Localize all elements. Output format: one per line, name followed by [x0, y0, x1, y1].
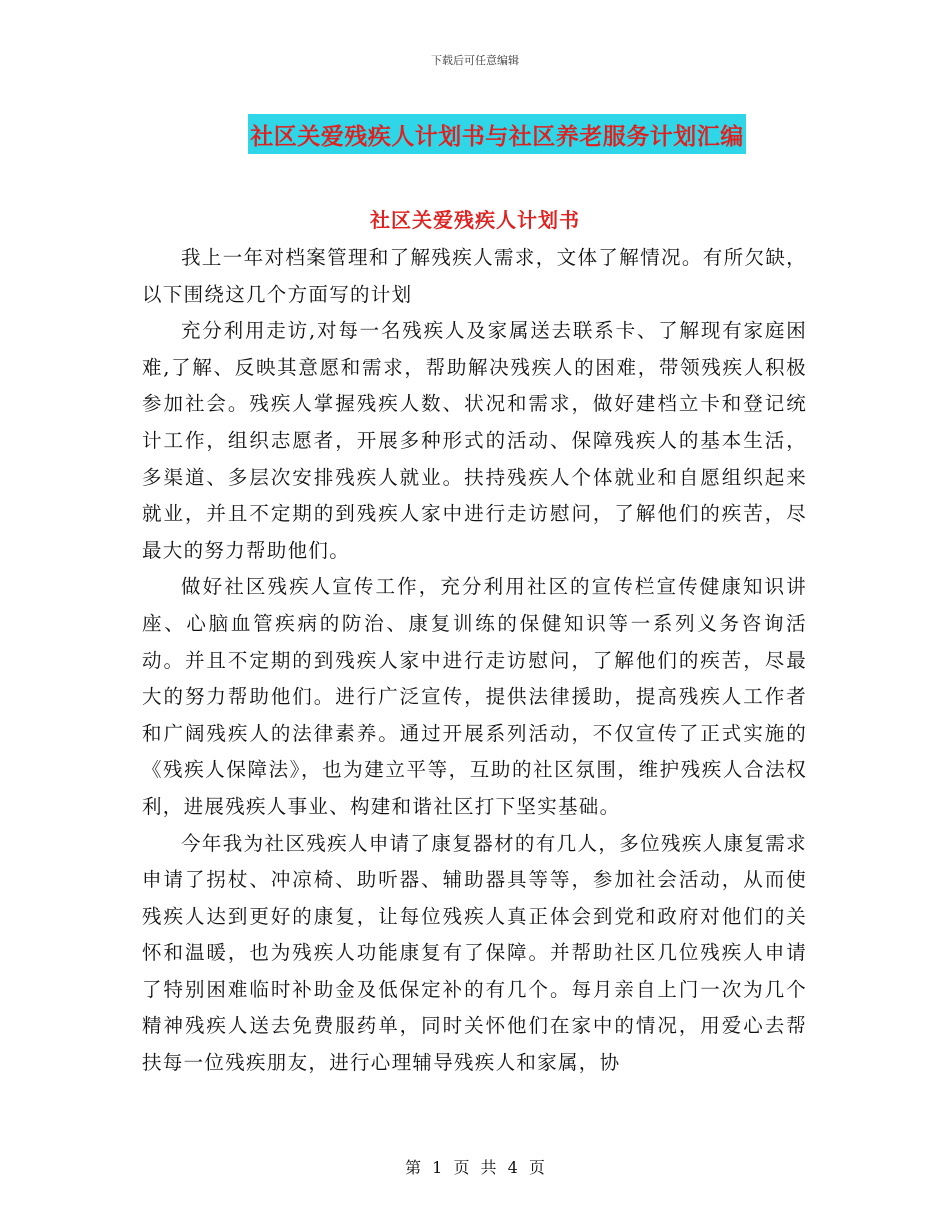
page-footer: 第 1 页 共 4 页	[405, 1158, 545, 1177]
paragraph-2: 充分利用走访,对每一名残疾人及家属送去联系卡、了解现有家庭困难,了解、反映其意愿和需求，帮助解决残疾人的困难，带领残疾人积极参加社会。残疾人掌握残疾人数、状况和需求，做好建档立卡和登记统计工作，组织志愿者，开展多种形式的活动、保障残疾人的基本生活，多渠道、多层次安排残疾人就业。扶持残疾人个体就业和自愿组织起来就业，并且不定期的到残疾人家中进行走访慰问，了解他们的疾苦，尽最大的努力帮助他们。	[142, 319, 807, 562]
paragraph-4: 今年我为社区残疾人申请了康复器材的有几人，多位残疾人康复需求申请了拐杖、冲凉椅、助听器、辅助器具等等，参加社会活动，从而使残疾人达到更好的康复，让每位残疾人真正体会到党和政府对他们的关怀和温暖，也为残疾人功能康复有了保障。并帮助社区几位残疾人申请了特别困难临时补助金及低保定补的有几个。每月亲自上门一次为几个精神残疾人送去免费服药单，同时关怀他们在家中的情况，用爱心去帮扶每一位残疾朋友，进行心理辅导残疾人和家属，协	[142, 831, 807, 1075]
paragraph-1: 我上一年对档案管理和了解残疾人需求，文体了解情况。有所欠缺，以下围绕这几个方面写的计划	[142, 246, 807, 306]
header-note: 下载后可任意编辑	[431, 54, 519, 67]
body-text	[142, 240, 807, 1082]
section-title: 社区关爱残疾人计划书	[370, 208, 580, 232]
paragraph-3: 做好社区残疾人宣传工作，充分利用社区的宣传栏宣传健康知识讲座、心脑血管疾病的防治、康复训练的保健知识等一系列义务咨询活动。并且不定期的到残疾人家中进行走访慰问，了解他们的疾苦，尽最大的努力帮助他们。进行广泛宣传，提供法律援助，提高残疾人工作者和广阔残疾人的法律素养。通过开展系列活动，不仅宣传了正式实施的《残疾人保障法》，也为建立平等，互助的社区氛围，维护残疾人合法权利，进展残疾人事业、构建和谐社区打下坚实基础。	[142, 575, 807, 818]
main-title: 社区关爱残疾人计划书与社区养老服务计划汇编	[248, 114, 746, 154]
main-title-container	[0, 114, 950, 154]
